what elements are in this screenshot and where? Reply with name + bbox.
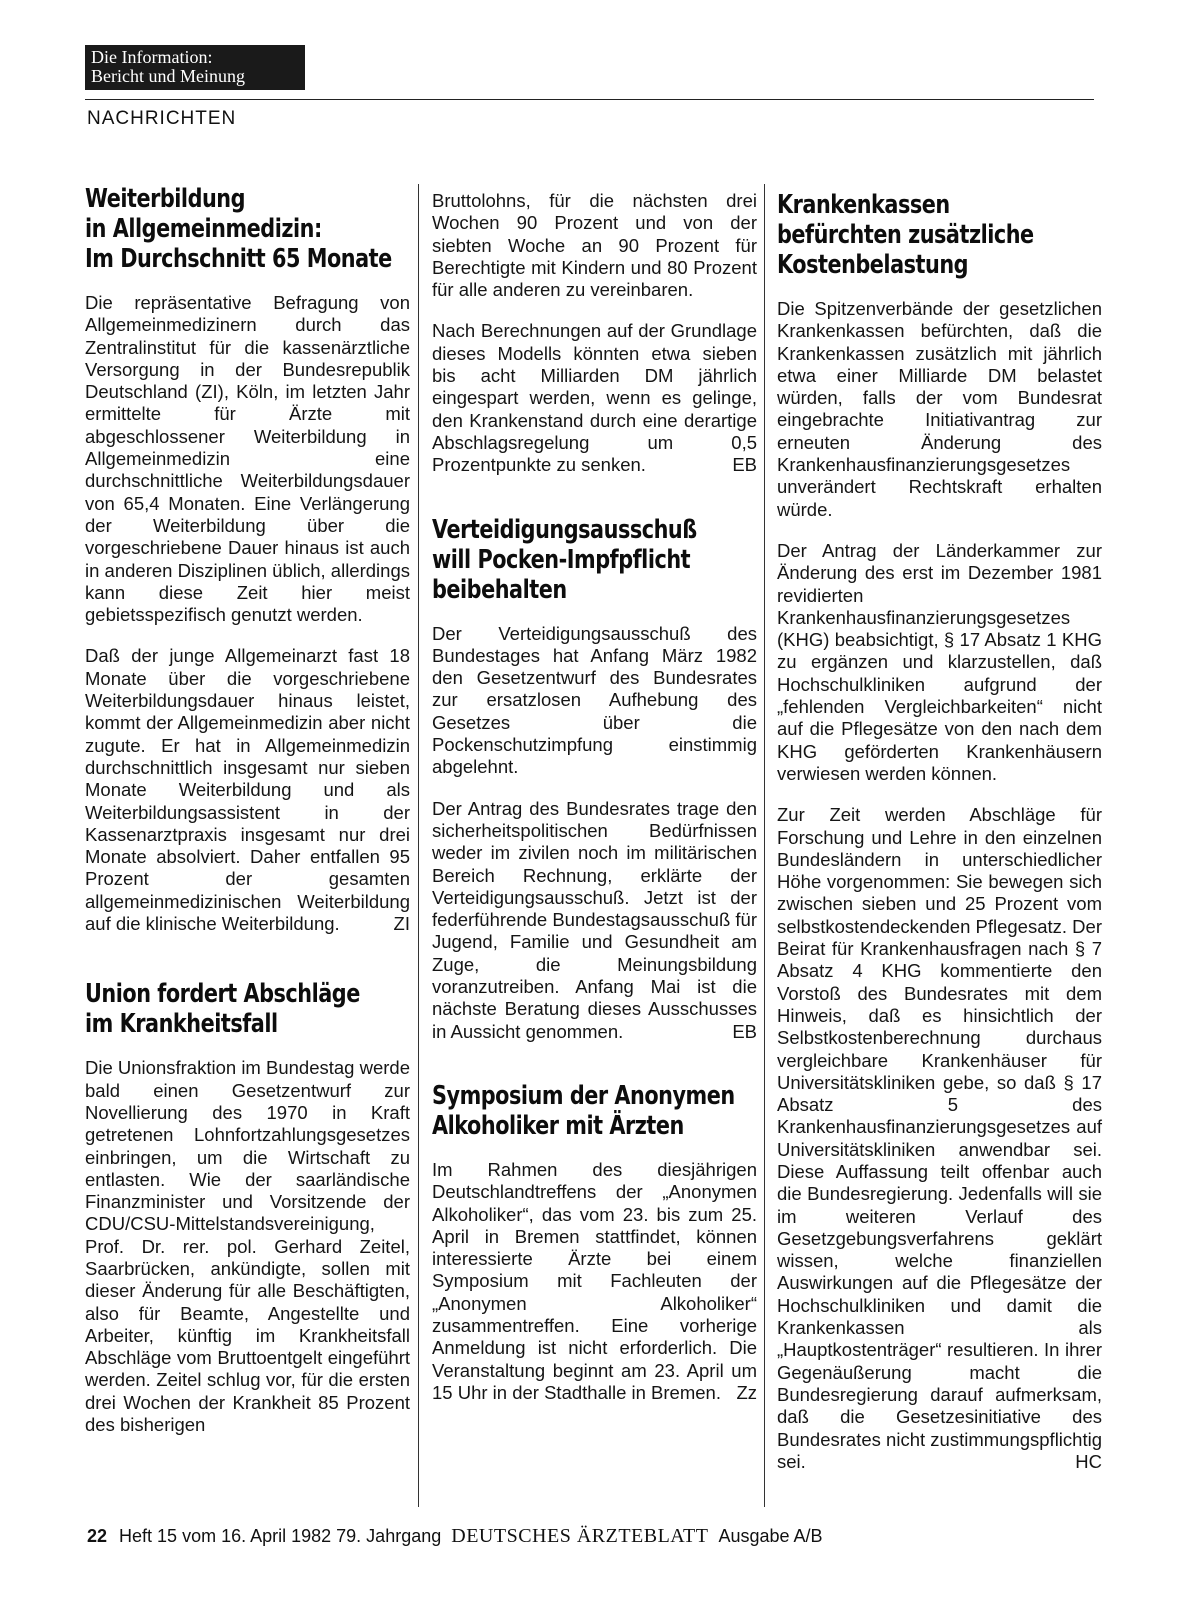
article-paragraph: Die Spitzenverbände der gesetzlichen Krankenkassen befürchten, daß die Krankenkassen zusätzlich mit jährlich etwa einer Milliarde DM belastet würden, falls der vom Bundesrat eingebrachte Initiativantrag zur erneuten Änderung des Krankenhausfinanzierungsgesetzes unverändert Rechtskraft erhalten würde. [777,298,1102,520]
article-weiterbildung [85,184,410,935]
issue-info: Heft 15 vom 16. April 1982 79. Jahrgang [119,1526,442,1546]
author-signature: ZI [393,913,410,935]
journal-name: DEUTSCHES ÄRZTEBLATT [451,1525,709,1547]
headline-line: Symposium der Anonymen [432,1080,735,1111]
headline-line: Union fordert Abschläge [85,979,360,1010]
column-3 [777,190,1102,1492]
article-headline [85,184,410,274]
article-symposium [432,1081,757,1404]
article-paragraph [432,320,757,476]
article-headline [432,1081,757,1141]
column-1 [85,184,410,1455]
article-union [85,979,410,1436]
article-headline [85,979,410,1039]
paragraph-text: Im Rahmen des diesjährigen Deutschlandtreffens der „Anonymen Alkoholiker“, das vom 23. bis zum 25. April in Bremen stattfindet, können interessierte Ärzte bei einem Symposium mit Fachleuten der „Anonymen Alkoholiker“ zusammentreffen. Eine vorherige Anmeldung ist nicht erforderlich. Die Veranstaltung beginnt am 23. April um 15 Uhr in der Stadthalle in Bremen. [432,1158,757,1403]
page-number: 22 [87,1526,108,1546]
article-paragraph [85,645,410,935]
section-label [85,45,305,90]
headline-line: beibehalten [432,574,567,605]
author-signature: EB [732,454,757,476]
paragraph-text: Nach Berechnungen auf der Grundlage dieses Modells könnten etwa sieben bis acht Milliarden DM jährlich eingespart werden, wenn es gelinge, den Krankenstand durch eine derartige Abschlagsregelung um 0,5 Prozentpunkte zu senken. [432,320,757,476]
headline-line: Krankenkassen [777,190,950,220]
author-signature: EB [732,1020,757,1042]
headline-line: Alkoholiker mit Ärzten [432,1110,684,1141]
rubric: NACHRICHTEN [87,108,237,129]
column-divider [764,184,765,1507]
article-paragraph [777,804,1102,1473]
headline-line: Weiterbildung [85,184,246,214]
article-paragraph: Die Unionsfraktion im Bundestag werde bald einen Gesetzentwurf zur Novellierung des 1970 in Kraft getretenen Lohnfortzahlungsgesetzes einbringen, um die Wirtschaft zu entlasten. Wie der saarländische Finanzminister und Vorsitzende der CDU/CSU-Mittelstandsvereinigung, Prof. Dr. rer. pol. Gerhard Zeitel, Saarbrücken, ankündigte, sollen mit dieser Änderung für alle Beschäftigten, also für Beamte, Angestellte und Arbeiter, künftig im Krankheitsfall Abschläge vom Bruttoentgelt eingeführt werden. Zeitel schlug vor, für die ersten drei Wochen der Krankheit 85 Prozent des bisherigen [85,1057,410,1436]
section-label-line-2: Bericht und Meinung [91,66,245,86]
section-label-line-1: Die Information: [91,47,213,67]
column-2 [432,190,757,1423]
column-divider [418,184,419,1507]
headline-line: Verteidigungsausschuß [432,514,697,545]
article-paragraph: Der Antrag der Länderkammer zur Änderung des erst im Dezember 1981 revidierten Krankenhausfinanzierungsgesetzes (KHG) beabsichtigt, § 17 Absatz 1 KHG zu ergänzen und klarzustellen, daß Hochschulkliniken aufgrund der „fehlenden Vergleichbarkeiten“ nicht auf die Pflegesätze von den nach dem KHG geförderten Krankenhäusern verwiesen werden können. [777,539,1102,784]
headline-line: befürchten zusätzliche [777,220,1034,250]
article-paragraph: Die repräsentative Befragung von Allgemeinmedizinern durch das Zentralinstitut für die kassenärztliche Versorgung in der Bundesrepublik Deutschland (ZI), Köln, im letzten Jahr ermittelte für Ärzte mit abgeschlossener Weiterbildung in Allgemeinmedizin eine durchschnittliche Weiterbildungsdauer von 65,4 Monaten. Eine Verlängerung der Weiterbildung über die vorgeschriebene Dauer hinaus ist auch in anderen Disziplinen üblich, allerdings kann diese Zeit hier meist gebietsspezifisch genutzt werden. [85,292,410,626]
article-headline [777,190,1102,280]
article-paragraph [432,1159,757,1404]
author-signature: HC [1075,1450,1102,1472]
article-paragraph: Bruttolohns, für die nächsten drei Wochen 90 Prozent und von der siebten Woche an 90 Prozent für Berechtigte mit Kindern und 80 Prozent für alle anderen zu vereinbaren. [432,190,757,301]
headline-line: will Pocken-Impfpflicht [432,544,691,575]
headline-line: Kostenbelastung [777,250,969,280]
author-signature: Zz [736,1381,757,1403]
headline-line: im Krankheitsfall [85,1009,278,1040]
article-headline [432,515,757,605]
article-verteidigungsausschuss [432,515,757,1043]
headline-line: in Allgemeinmedizin: [85,214,322,244]
article-paragraph [432,798,757,1043]
headline-line: Im Durchschnitt 65 Monate [85,244,392,274]
paragraph-text: Der Antrag des Bundesrates trage den sicherheitspolitischen Bedürfnissen weder im zivilen noch im militärischen Bereich Rechnung, erklärte der Verteidigungsausschuß. Jetzt ist der federführende Bundestagsausschuß für Jugend, Familie und Gesundheit am Zuge, die Meinungsbildung voranzutreiben. Anfang Mai ist die nächste Beratung dieses Ausschusses in Aussicht genommen. [432,797,757,1042]
article-krankenkassen [777,190,1102,1473]
paragraph-text: Zur Zeit werden Abschläge für Forschung und Lehre in den einzelnen Bundesländern in unterschiedlicher Höhe vorgenommen: Sie bewegen sich zwischen sieben und 25 Prozent vom selbstkostendeckenden Pflegesatz. Der Beirat für Krankenhausfragen nach § 7 Absatz 4 KHG kommentierte den Vorstoß des Bundesrates mit dem Hinweis, daß es hinsichtlich der Selbstkostenberechnung durchaus vergleichbare Krankenhäuser für Universitätskliniken gebe, so daß § 17 Absatz 5 des Krankenhausfinanzierungsgesetzes auf Universitätskliniken anwendbar sei. Diese Auffassung teilt offenbar auch die Bundesregierung. Jedenfalls will sie im weiteren Verlauf des Gesetzgebungsverfahrens geklärt wissen, welche finanziellen Auswirkungen auf die Pflegesätze der Hochschulkliniken und damit die Krankenkassen als „Hauptkostenträger“ resultieren. In ihrer Gegenäußerung macht die Bundesregierung darauf aufmerksam, daß die Gesetzesinitiative des Bundesrates nicht zustimmungspflichtig sei. [777,804,1102,1472]
page-footer [87,1525,823,1548]
paragraph-text: Daß der junge Allgemeinarzt fast 18 Monate über die vorgeschriebene Weiterbildungsdauer hinaus leistet, kommt der Allgemeinmedizin aber nicht zugute. Er hat in Allgemeinmedizin durchschnittlich insgesamt nur sieben Monate Weiterbildung und als Weiterbildungsassistent in der Kassenarztpraxis insgesamt nur drei Monate absolviert. Daher entfallen 95 Prozent der gesamten allgemeinmedizinischen Weiterbildung auf die klinische Weiterbildung. [85,645,410,935]
article-paragraph: Der Verteidigungsausschuß des Bundestages hat Anfang März 1982 den Gesetzentwurf des Bundesrates zur ersatzlosen Aufhebung des Gesetzes über die Pockenschutzimpfung einstimmig abgelehnt. [432,622,757,778]
edition: Ausgabe A/B [718,1526,823,1546]
top-rule [85,99,1094,100]
